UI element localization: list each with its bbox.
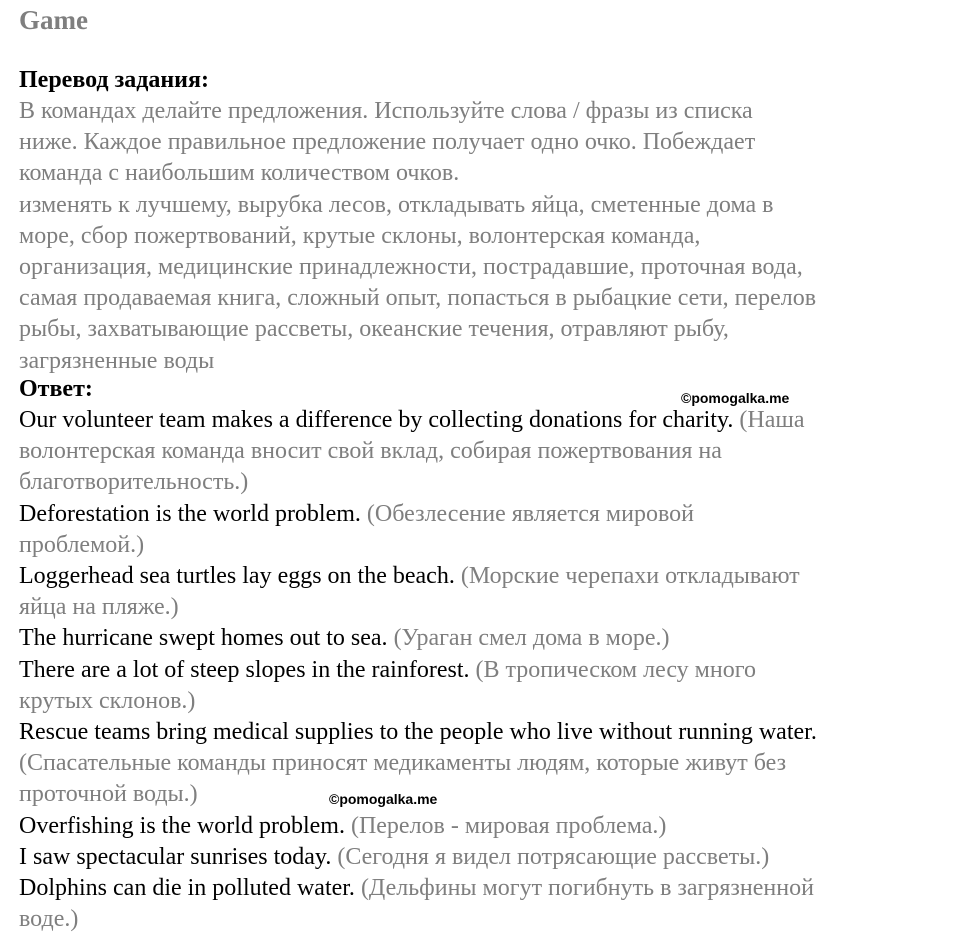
translation-text xyxy=(19,96,949,377)
answer-russian: проточной воды.) xyxy=(19,781,198,808)
answer-item xyxy=(19,623,949,654)
answer-russian: (Сегодня я видел потрясающие рассветы.) xyxy=(337,843,770,870)
translation-heading: Перевод задания: xyxy=(19,67,209,93)
answer-item xyxy=(19,655,949,717)
answer-russian: (В тропическом лесу много xyxy=(475,656,756,683)
answer-item xyxy=(19,405,949,499)
answer-russian: крутых склонов.) xyxy=(19,687,196,714)
translation-line: изменять к лучшему, вырубка лесов, откладывать яйца, сметенные дома в xyxy=(19,191,774,218)
page-title: Game xyxy=(19,5,88,35)
answer-russian: (Обезлесение является мировой xyxy=(366,500,694,527)
answer-item xyxy=(19,873,949,935)
answer-item xyxy=(19,811,949,842)
answer-english: Rescue teams bring medical supplies to the people who live without running water. xyxy=(19,719,817,746)
translation-line: рыбы, захватывающие рассветы, океанские течения, отравляют рыбу, xyxy=(19,316,729,343)
answer-english: Loggerhead sea turtles lay eggs on the beach. xyxy=(19,563,455,590)
answer-russian: благотворительность.) xyxy=(19,469,249,496)
answer-english: Overfishing is the world problem. xyxy=(19,812,345,839)
answer-russian: яйца на пляже.) xyxy=(19,594,179,621)
answer-item xyxy=(19,842,949,873)
answer-english: The hurricane swept homes out to sea. xyxy=(19,625,388,652)
answer-english: There are a lot of steep slopes in the rainforest. xyxy=(19,656,470,683)
answer-russian: (Дельфины могут погибнуть в загрязненной xyxy=(360,875,814,902)
translation-line: море, сбор пожертвований, крутые склоны, волонтерская команда, xyxy=(19,222,701,249)
translation-line: самая продаваемая книга, сложный опыт, попасться в рыбацкие сети, перелов xyxy=(19,285,817,312)
answer-english: Deforestation is the world problem. xyxy=(19,500,361,527)
answer-item xyxy=(19,499,949,561)
translation-line: организация, медицинские принадлежности, пострадавшие, проточная вода, xyxy=(19,254,803,281)
task-translation-section xyxy=(19,65,949,377)
answer-list xyxy=(19,405,949,935)
answer-english: Dolphins can die in polluted water. xyxy=(19,875,355,902)
answer-russian: (Морские черепахи откладывают xyxy=(460,563,800,590)
answer-item xyxy=(19,561,949,623)
answer-section xyxy=(19,374,949,935)
translation-line: команда с наибольшим количеством очков. xyxy=(19,160,460,187)
answer-russian: (Спасательные команды приносят медикаменты людям, которые живут без xyxy=(19,750,787,777)
translation-line: В командах делайте предложения. Используйте слова / фразы из списка xyxy=(19,98,753,124)
translation-line: загрязненные воды xyxy=(19,347,215,374)
answer-russian: воде.) xyxy=(19,906,79,933)
answer-russian: (Перелов - мировая проблема.) xyxy=(350,812,667,839)
answer-russian: проблемой.) xyxy=(19,531,145,558)
answer-russian: (Ураган смел дома в море.) xyxy=(393,625,670,652)
watermark: ©pomogalka.me xyxy=(681,390,790,406)
answer-russian: волонтерская команда вносит свой вклад, собирая пожертвования на xyxy=(19,438,722,465)
answer-heading: Ответ: xyxy=(19,376,93,402)
watermark: ©pomogalka.me xyxy=(329,791,438,807)
answer-english: Our volunteer team makes a difference by collecting donations for charity. xyxy=(19,407,734,433)
translation-line: ниже. Каждое правильное предложение получает одно очко. Побеждает xyxy=(19,129,756,156)
answer-item xyxy=(19,717,949,811)
answer-russian: (Наша xyxy=(739,407,805,433)
answer-english: I saw spectacular sunrises today. xyxy=(19,843,332,870)
